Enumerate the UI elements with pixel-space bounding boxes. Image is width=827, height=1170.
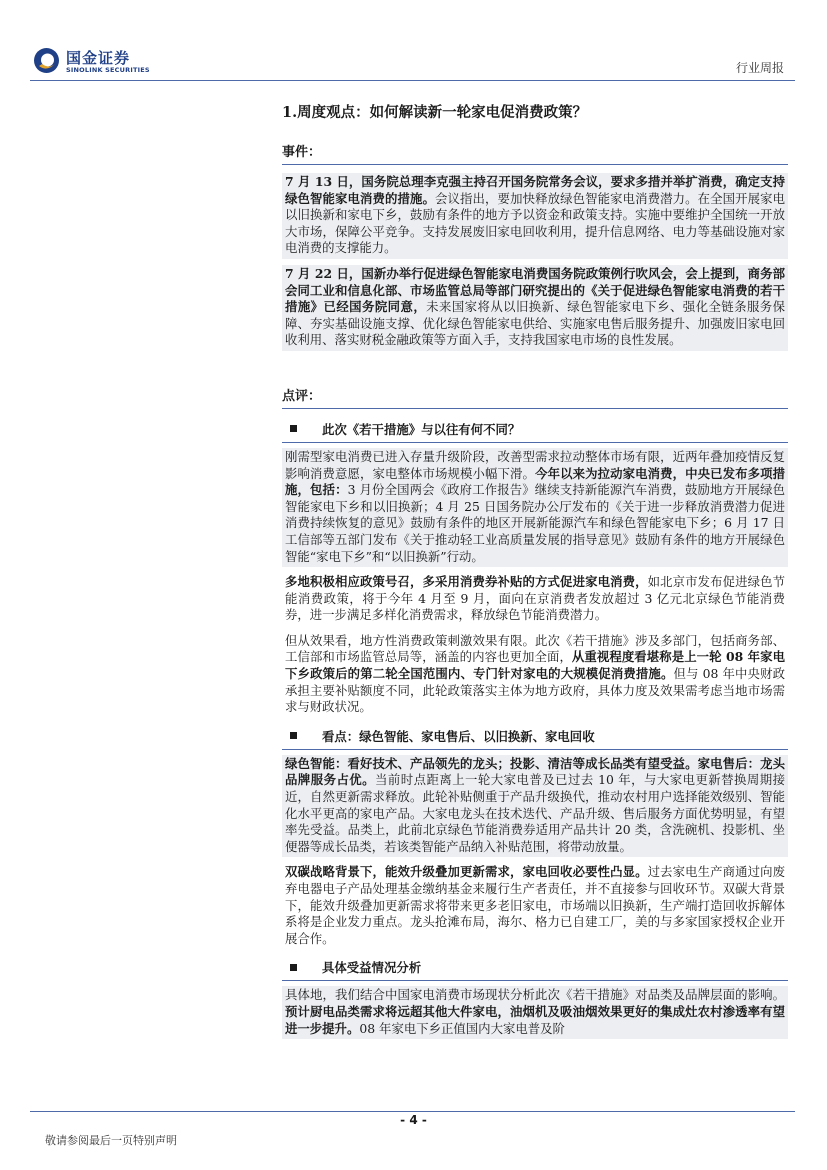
subsection-heading-2: [282, 724, 788, 750]
sub1-paragraph-3: [282, 632, 788, 718]
bold-text-run: 双碳战略背景下，能效升级叠加更新需求，家电回收必要性凸显。: [285, 864, 648, 880]
header-divider: [30, 80, 795, 81]
text-run: 08 年家电下乡正值国内大家电普及阶: [359, 1020, 565, 1036]
bullet-square-icon: [290, 732, 297, 739]
bullet-square-icon: [290, 964, 297, 971]
text-run: 未来国家将从以旧换新、绿色智能家电下乡、强化全链条服务保障、夯实基础设施支撑、优化绿色智能家电供给、实施家电售后服务提升、加强废旧家电回收利用、落实财税金融政策等方面入手，支持我国家电市场的良性发展。: [285, 299, 786, 348]
footer-divider: [30, 1111, 795, 1112]
sub2-paragraph-1: [282, 755, 788, 858]
bold-text-run: 绿色智能：看好技术、产品领先的龙头；投影、清洁等成长品类有望受益。家电售后：龙头品牌服务占优。: [285, 755, 785, 788]
text-run: 如北京市发布促进绿色节能消费政策，将于今年 4 月至 9 月，面向在京消费者发放超过 3 亿元北京绿色节能消费券，进一步满足多样化消费需求，释放绿色节能消费潜力。: [285, 574, 786, 623]
subsection-title-3: 具体受益情况分析: [322, 960, 422, 976]
event-label: 事件：: [282, 139, 788, 165]
sub3-paragraph-1: [282, 986, 788, 1039]
comment-label: 点评：: [282, 383, 788, 409]
bullet-square-icon: [290, 425, 297, 432]
section-title: 1.周度观点：如何解读新一轮家电促消费政策？: [282, 104, 588, 121]
subsection-title-2: 看点：绿色智能、家电售后、以旧换新、家电回收: [322, 728, 595, 744]
text-run: 3 月份全国两会《政府工作报告》继续支持新能源汽车消费，鼓励地方开展绿色智能家电下乡和以旧换新；4 月 25 日国务院办公厅发布的《关于进一步释放消费潜力促进消费持续恢复的意见》鼓励有条件的地区开展新能源汽车和绿色智能家电下乡；6 月 17 日工信部等五部门发布《关于推动轻工业高质量发展的指导意见》鼓励有条件的地方开展绿色智能“家电下乡”和“以旧换新”行动。: [285, 482, 786, 564]
event-paragraph-1: [282, 173, 788, 259]
bold-text-run: 今年以来为拉动家电消费，中央已发布多项措施，包括：: [285, 465, 786, 498]
footer-disclaimer: 敬请参阅最后一页特别声明: [45, 1134, 177, 1147]
main-content: [282, 101, 788, 1045]
sub1-paragraph-1: [282, 448, 788, 567]
subsection-title-1: 此次《若干措施》与以往有何不同？: [322, 421, 521, 437]
text-run: 但从效果看，地方性消费政策刺激效果有限。此次《若干措施》涉及多部门，包括商务部、工信部和市场监管总局等，涵盖的内容也更加全面，: [285, 632, 785, 665]
page-header: [0, 0, 827, 90]
text-run: 具体地，我们结合中国家电消费市场现状分析此次《若干措施》对品类及品牌层面的影响。: [285, 987, 785, 1003]
text-run: 刚需型家电消费已进入存量升级阶段，改善型需求拉动整体市场有限，近两年叠加疫情反复影响消费意愿，家电整体市场规模小幅下滑。: [285, 448, 785, 481]
logo-english-name: SINOLINK SECURITIES: [66, 66, 150, 74]
logo-chinese-name: 国金证券: [66, 49, 131, 67]
sub2-paragraph-2: [282, 863, 788, 949]
bold-text-run: 7 月 13 日，国务院总理李克强主持召开国务院常务会议，要求多措并举扩消费，确定支持绿色智能家电消费的措施。: [285, 174, 785, 206]
subsection-heading-1: [282, 417, 788, 443]
report-type-label: 行业周报: [735, 61, 784, 75]
text-run: 会议指出，要加快释放绿色智能家电消费潜力。在全国开展家电以旧换新和家电下乡，鼓励有条件的地方予以资金和政策支持。实施中要维护全国统一开放大市场，保障公平竞争。支持发展废旧家电回收利用，提升信息网络、电力等基础设施对家电消费的支撑能力。: [285, 190, 786, 256]
bold-text-run: 从重视程度看堪称是上一轮 08 年家电下乡政策后的第二轮全国范围内、专门针对家电的大规模促消费措施。: [285, 649, 785, 682]
text-run: 过去家电生产商通过向废弃电器电子产品处理基金缴纳基金来履行生产者责任，并不直接参与回收环节。双碳大背景下，能效升级叠加更新需求将带来更多老旧家电，市场端以旧换新，生产端打造回收拆解体系将是企业发力重点。龙头抢滩布局，海尔、格力已自建工厂，美的与多家国家授权企业开展合作。: [285, 864, 786, 946]
subsection-heading-3: [282, 955, 788, 981]
sub1-paragraph-2: [282, 573, 788, 626]
sinolink-logo-icon: [33, 47, 60, 74]
spacer: [282, 357, 788, 383]
text-run: 当前时点距离上一轮大家电普及已过去 10 年，与大家电更新替换周期接近，自然更新需求释放。此轮补贴侧重于产品升级换代，推动农村用户选择能效级别、智能化水平更高的家电产品。大家电龙头在技术迭代、产品升级、售后服务方面优势明显，有望率先受益。品类上，此前北京绿色节能消费券适用产品共计 20 类，含洗碗机、投影机、坐便器等成长品类，若该类智能产品纳入补贴范围，将带动放量。: [285, 772, 785, 854]
event-paragraph-2: [282, 265, 788, 351]
bold-text-run: 多地积极相应政策号召，多采用消费券补贴的方式促进家电消费，: [285, 574, 648, 590]
text-run: 但与 08 年中央财政承担主要补贴额度不同，此轮政策落实主体为地方政府，具体力度及效果需考虑当地市场需求与财政状况。: [285, 666, 785, 715]
bold-text-run: 预计厨电品类需求将远超其他大件家电，油烟机及吸油烟效果更好的集成灶农村渗透率有望进一步提升。: [285, 1003, 785, 1036]
company-logo: [33, 45, 163, 79]
page-number: - 4 -: [400, 1113, 427, 1127]
bold-text-run: 7 月 22 日，国新办举行促进绿色智能家电消费国务院政策例行吹风会，会上提到，商务部会同工业和信息化部、市场监管总局等部门研究提出的《关于促进绿色智能家电消费的若干措施》已经国务院同意，: [285, 265, 785, 315]
